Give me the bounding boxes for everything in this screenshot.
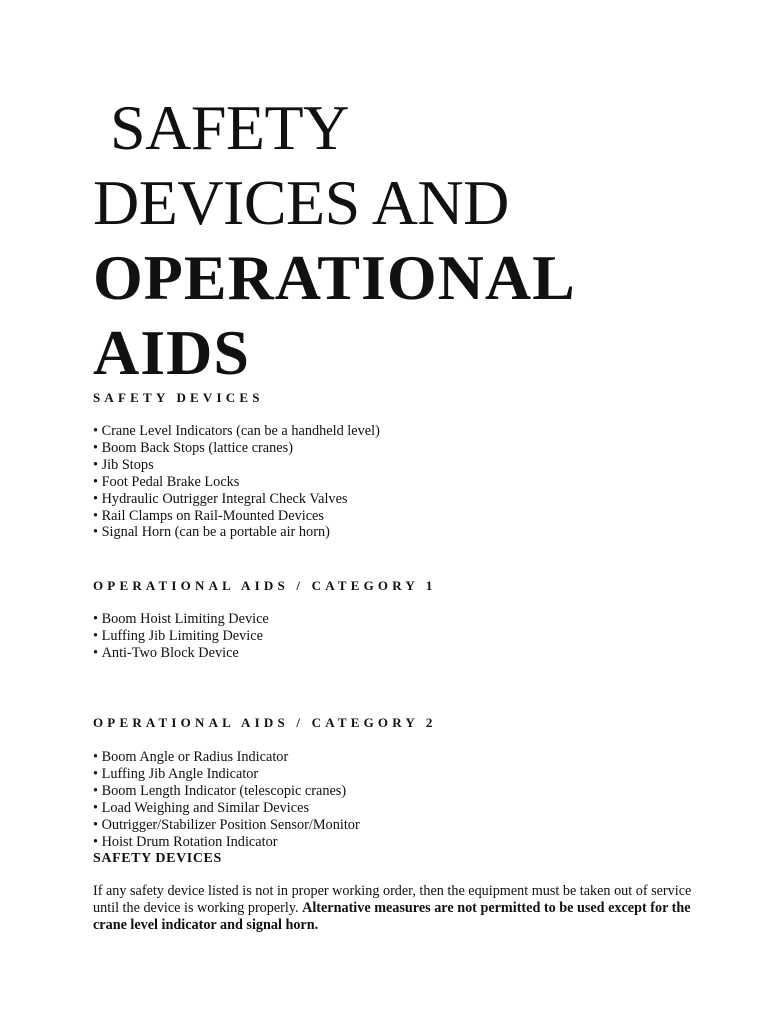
safety-devices-heading: SAFETY DEVICES: [93, 390, 264, 405]
list-item: • Boom Length Indicator (telescopic cranes): [93, 783, 360, 800]
document-title: [93, 90, 576, 390]
list-item: • Foot Pedal Brake Locks: [93, 474, 380, 491]
list-item: • Boom Angle or Radius Indicator: [93, 749, 360, 766]
list-item: • Signal Horn (can be a portable air horn): [93, 524, 380, 541]
list-item: • Rail Clamps on Rail-Mounted Devices: [93, 508, 380, 525]
list-item: • Load Weighing and Similar Devices: [93, 800, 360, 817]
operational-aids-category-1-heading: OPERATIONAL AIDS / CATEGORY 1: [93, 578, 437, 593]
operational-aids-category-2-heading: OPERATIONAL AIDS / CATEGORY 2: [93, 715, 437, 730]
note-heading: SAFETY DEVICES: [93, 851, 222, 866]
list-item: • Jib Stops: [93, 457, 380, 474]
operational-aids-category-1-list: [93, 611, 269, 662]
note-paragraph: [93, 883, 693, 934]
title-line-2: DEVICES AND: [93, 167, 509, 238]
list-item: • Boom Back Stops (lattice cranes): [93, 440, 380, 457]
title-line-1: SAFETY: [110, 92, 349, 163]
list-item: • Hydraulic Outrigger Integral Check Valves: [93, 491, 380, 508]
list-item: • Luffing Jib Angle Indicator: [93, 766, 360, 783]
list-item: • Luffing Jib Limiting Device: [93, 628, 269, 645]
note-bold-text: Alternative measures are not permitted to be used except for the crane level indicator and signal horn.: [93, 900, 691, 933]
operational-aids-category-2-list: [93, 749, 360, 850]
list-item: • Anti-Two Block Device: [93, 645, 269, 662]
title-line-4: AIDS: [93, 317, 250, 388]
list-item: • Boom Hoist Limiting Device: [93, 611, 269, 628]
list-item: • Outrigger/Stabilizer Position Sensor/Monitor: [93, 817, 360, 834]
list-item: • Hoist Drum Rotation Indicator: [93, 834, 360, 851]
safety-devices-list: [93, 423, 380, 541]
list-item: • Crane Level Indicators (can be a handheld level): [93, 423, 380, 440]
note-text: If any safety device listed is not in proper working order, then the equipment must be taken out of service until the device is working properly.: [93, 883, 692, 916]
title-line-3: OPERATIONAL: [93, 242, 576, 313]
